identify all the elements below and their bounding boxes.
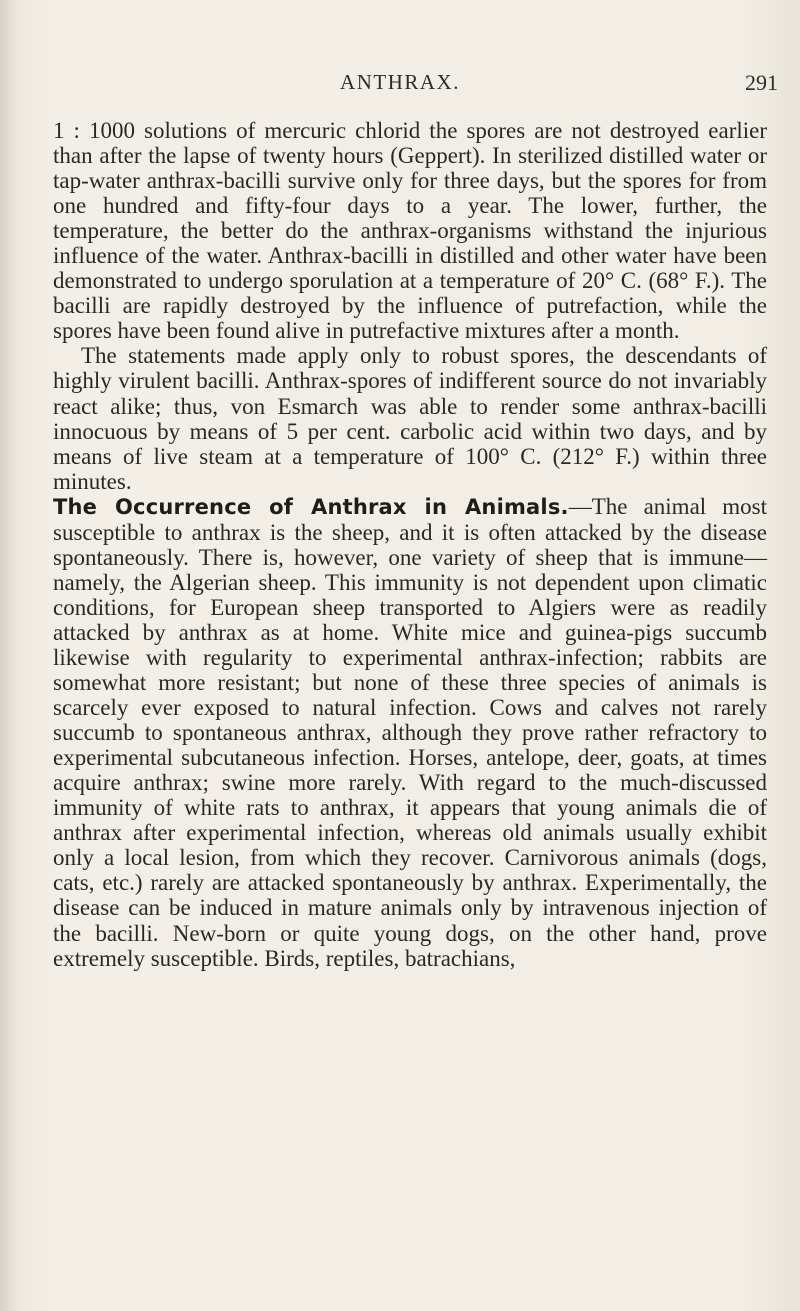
body-text	[53, 118, 767, 971]
paragraph-continuation: 1 : 1000 solutions of mercuric chlorid the spores are not destroyed earlier than after the lapse of twenty hours (Geppert). In sterilized distilled water or tap-water anthrax-bacilli survive only for three days, but the spores for from one hundred and fifty-four days to a year. The lower, further, the temperature, the better do the anthrax-organisms withstand the injurious influence of the water. Anthrax-bacilli in distilled and other water have been demonstrated to undergo sporulation at a temperature of 20° C. (68° F.). The bacilli are rapidly destroyed by the influence of putrefaction, while the spores have been found alive in putrefactive mixtures after a month.	[53, 118, 767, 344]
page-number: 291	[745, 70, 778, 95]
running-title: ANTHRAX.	[340, 70, 460, 94]
running-header	[0, 70, 800, 100]
paragraph-occurrence-in-animals	[53, 494, 767, 971]
paragraph-robust-spores: The statements made apply only to robust spores, the descendants of highly virulent bacilli. Anthrax-spores of indifferent source do not invariably react alike; thus, von Esmarch was able to render some anthrax-bacilli innocuous by means of 5 per cent. carbolic acid within two days, and by means of live steam at a temperature of 100° C. (212° F.) within three minutes.	[53, 343, 767, 494]
binding-shadow	[0, 0, 18, 1311]
section-heading: The Occurrence of Anthrax in Animals.	[53, 494, 569, 519]
section-body-text: —The animal most susceptible to anthrax is the sheep, and it is often attacked by the disease spontaneously. There is, however, one variety of sheep that is immune—namely, the Algerian sheep. This immunity is not dependent upon climatic conditions, for European sheep transported to Algiers were as readily attacked by anthrax as at home. White mice and guinea-pigs succumb likewise with regularity to experimental anthrax-infection; rabbits are somewhat more resistant; but none of these three species of animals is scarcely ever exposed to natural infection. Cows and calves not rarely succumb to spontaneous anthrax, although they prove rather refractory to experimental subcutaneous infection. Horses, antelope, deer, goats, at times acquire anthrax; swine more rarely. With regard to the much-discussed immunity of white rats to anthrax, it appears that young animals die of anthrax after experimental infection, whereas old animals usually exhibit only a local lesion, from which they recover. Carnivorous animals (dogs, cats, etc.) rarely are attacked spontaneously by anthrax. Experimentally, the disease can be induced in mature animals only by intravenous injection of the bacilli. New-born or quite young dogs, on the other hand, prove extremely susceptible. Birds, reptiles, batrachians,	[53, 493, 768, 971]
